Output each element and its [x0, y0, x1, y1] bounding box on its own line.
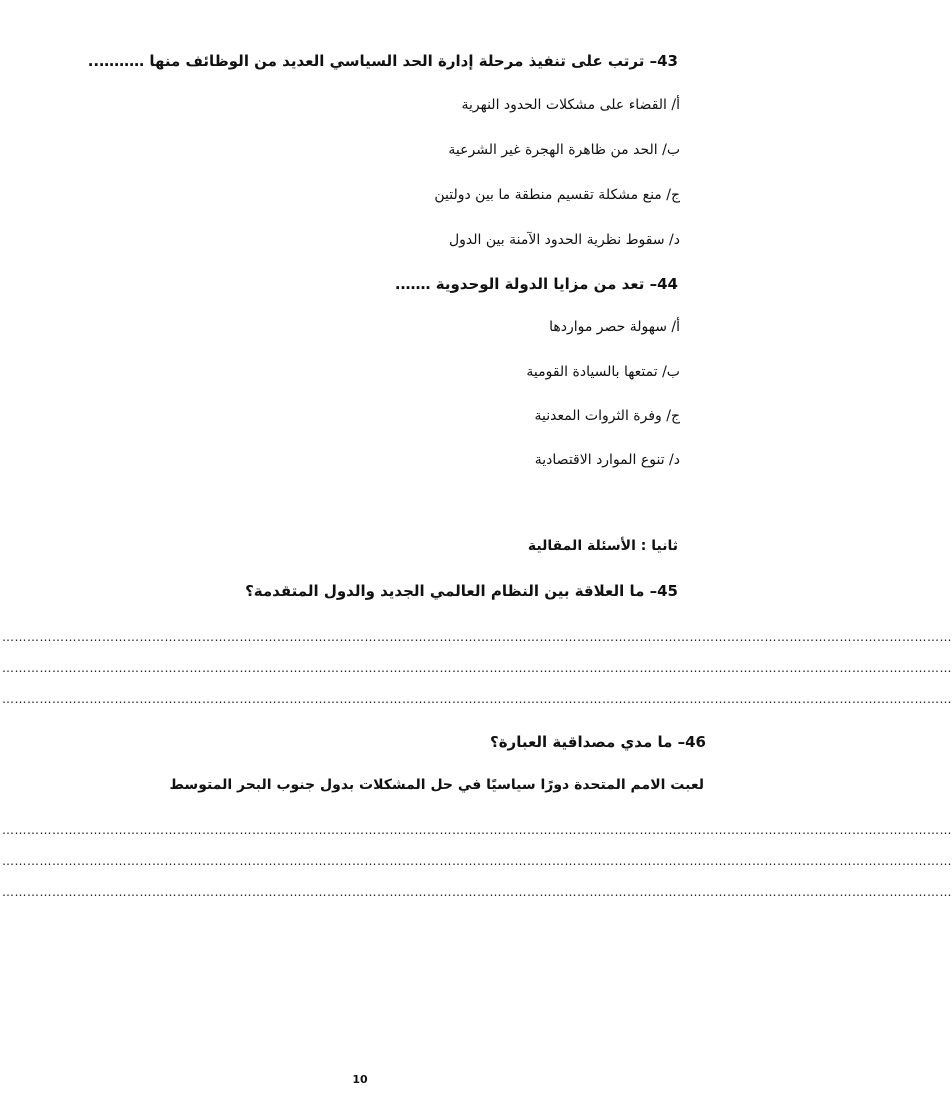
question-46: 46– ما مدي مصداقية العبارة؟ [490, 733, 706, 751]
answer-line: ………………………………………………………………………………………………………………………………………………………………………………………………………… [2, 854, 952, 868]
question-43: 43– ترتب على تنفيذ مرحلة إدارة الحد السياسي العديد من الوظائف منها ……….. [87, 52, 678, 70]
answer-line: ………………………………………………………………………………………………………………………………………………………………………………………………………… [2, 823, 952, 837]
answer-line: ………………………………………………………………………………………………………………………………………………………………………………………………………… [2, 692, 952, 706]
q43-option-c: ج/ منع مشكلة تقسيم منطقة ما بين دولتين [434, 187, 680, 203]
q43-option-d: د/ سقوط نظرية الحدود الآمنة بين الدول [448, 232, 680, 248]
answer-line: ………………………………………………………………………………………………………………………………………………………………………………………………………… [2, 630, 952, 644]
question-46-statement: لعبت الامم المتحدة دورًا سياسيًا في حل المشكلات بدول جنوب البحر المتوسط [169, 777, 704, 793]
question-45: 45– ما العلاقة بين النظام العالمي الجديد والدول المتقدمة؟ [245, 582, 678, 600]
q44-option-d: د/ تنوع الموارد الاقتصادية [534, 452, 680, 468]
q43-option-a: أ/ القضاء على مشكلات الحدود النهرية [461, 97, 680, 113]
q44-option-b: ب/ تمتعها بالسيادة القومية [526, 364, 680, 380]
answer-line: ………………………………………………………………………………………………………………………………………………………………………………………………………… [2, 885, 952, 899]
q44-option-c: ج/ وفرة الثروات المعدنية [534, 408, 680, 424]
q44-option-a: أ/ سهولة حصر مواردها [549, 319, 680, 335]
answer-line: ………………………………………………………………………………………………………………………………………………………………………………………………………… [2, 661, 952, 675]
q43-option-b: ب/ الحد من ظاهرة الهجرة غير الشرعية [448, 142, 680, 158]
page-number: 10 [352, 1073, 368, 1086]
question-44: 44– تعد من مزايا الدولة الوحدوية ……. [394, 275, 678, 293]
section-title-essay: ثانيا : الأسئلة المقالية [527, 538, 678, 554]
